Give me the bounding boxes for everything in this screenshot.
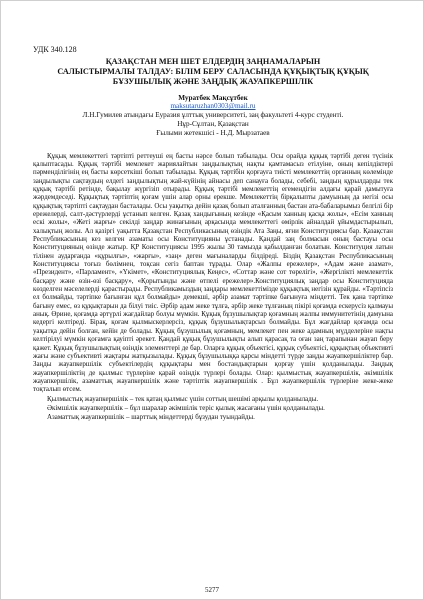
article-title [33, 57, 393, 88]
author-block [33, 94, 393, 138]
author-email-link[interactable]: maksutaruzhan0303@mail.ru [170, 102, 256, 111]
body-paragraph: Қылмыстық жауапкершілік – тек қатаң қылмыс үшін соттың шешімі арқылы қолданылады. [47, 394, 319, 403]
author-name: Муратбек Мақсұтбек [178, 93, 248, 102]
page-number: 5277 [205, 586, 219, 594]
article-body [33, 152, 393, 422]
body-paragraph: Азаматтық жауапкершілік – шарттық міндеттерді бұзудан туындайды. [47, 413, 255, 422]
udk-code: УДК 340.128 [33, 45, 77, 54]
body-paragraph: Құқық мемлекеттегі тәртіпті реттеуші ең басты нәрсе болып табылады. Осы орайда құқық тәртібі деген түсінік қалыптасады. Құқық тәртібі мемлекет жариялайтын заңдылықтың нақты қамтамасыз етілуіне, оның кепілдіктері пәрменділігінің ең басты көрсеткіші болып табылады. Құқық тәртібін қорғауға тиісті мемлекеттің органның көлемінде заңдылықты сақтаудың елдегі заңдылықтың жай-күйінің айнасы деп санауға болады, себебі, заңдың құрылдарды тек құқық тәртібі ретінде, бақылау жүргізіп отырады. Құқық тәртібі мемлекеттің егемендігін алдағы қарай дамытуға жәрдемдеседі. Құқықтық тәртіптің қоғам үшін алар орны ерекше. Мемлекеттің бірқалыпты дамуының да негізі осы құқықтық тәртіпті сақтаудан басталады. Осы уақытқа дейін қазақ болып аталғанның бастан ата-бабаларымыз белгілі бір ережелерді, салт-дәстүрлерді ұстанып келген. Қазақ хандығының кезінде «Қасым ханның қасқа жолы», «Есім ханның ескі жолы», «Жеті жарғы» секілді заңдар жинағының арқасында мемлекеттегі өмірлік айналдай ұйымдастырылып, халықтың жолы. Ал қазіргі уақытта Қазақстан Республикасының өзіндік Ата Заңы, яғни Конституциясы бар. Қазақстан Республикасының кез келген азаматы осы Конституцияны ұстанады. Қандай заң болмасын оның бастауы осы Конституцияның өзінде жатыр. ҚР Конституциясы 1995 жылы 30 тамызда қабылданған болатын. Конституция латын тілінен аударғанда «құрылғы», «жарғы», «заң» деген мағыналарды білдіреді. Біздің Қазақстан Республикасының Конституциясы тоғыз бөлімнен, тоқсан сегіз баптан тұрады. Олар «Жалпы ережелер», «Адам және азамат», «Президент», «Парламент», «Үкімет», «Конституциялық Кеңес», «Соттар және сот төрелігі», «Жергілікті мемлекеттік басқару және өзін-өзі басқару», «Қорытынды және өтпелі ережелер».Конституциялық заңдар осы Конституцияда көзделген мәселелерді қарастырады. Республикамыздың заңдары мемлекеттімізде құқықтық негізін құрайды. «Тәртіпсіз ел болмайды, тәртіпке бағынған құл болмайды» демекші, әрбір азамат тәртіпке бағынуға міндетті. Тек қана тәртіпке бағыну емес, өз құқықтарын да білуі тиіс. Әрбір адам жеке тұлға, әрбір жеке тұлғаның пікірі қоғамда ескерусіз қалмауы анық. Өрине, қоғамда әртүрлі жағдайлар болуы мүмкін. Құқық бұзушылықтар қоғамның жалпы иммунитетінің дамуына кедергі келтіреді. Бірақ, қоғам қылмыскерлерсіз, құқық бұзушылықтарсыз болмайды. Бұл жағдайлар қоғамда осы уақытқа дейін болған, кейін де болады. Құқық бұзушылық қоғамның, мемлекет пен жеке адамның мүдделеріне нақты келтірілуі мүмкін қоғамға қауіпті әрекет. Қандай құқық бұзушылықты алып қарасақ та оған заң тарапынан жауап беру қажет. Құқық бұзушылықтың өзіндік элементтері де бар. Оларға құқық объектісі, құқық субъектісі, құқықтың объективті жағы және субъективті жақтары жатқызылады. Құқық бұзушылыққа қарсы міндетті түрде заңды жауапкершіліктер бар. Заңды жауапкершілік субъектілердің құқықтары мен бостандықтарын қорғау үшін қолданылады. Заңдық жауапкершіліктің де қылмыс түрлеріне қарай өзіндік түрлері болады. Олар: қылмыстық жауапкершілік, әкімшілік жауапкершілік, азаматтық жауапкершілік және тәртіптік жауапкершілік . Бұл жауапкершілік түрлеріне жеке-жеке тоқталып өтсем. [33, 151, 393, 394]
author-affiliation: Л.Н.Гумилев атындағы Еуразия ұлттық университеті, заң факультеті 4-курс студенті. [82, 111, 344, 120]
title-line: ҚАЗАҚСТАН МЕН ШЕТ ЕЛДЕРДІҢ ЗАҢНАМАЛАРЫН [105, 57, 321, 66]
supervisor: Ғылыми жетекшісі - Н.Д. Мырзатаев [156, 128, 270, 137]
title-line: БҰЗУШЫЛЫҚ ЖӘНЕ ЗАҢДЫҚ ЖАУАПКЕРШІЛІК [112, 77, 314, 87]
title-line: САЛЫСТЫРМАЛЫ ТАЛДАУ: БІЛІМ БЕРУ САЛАСЫНДА ҚҰҚЫҚТЫҚ ҚҰҚЫҚ [57, 67, 369, 77]
author-city: Нұр-Сұлтан, Қазақстан [177, 120, 249, 128]
body-paragraph: Әкімшілік жауапкершілік – бұл шаралар әкімшілік теріс қылық жасағаны үшін қолданылады. [47, 403, 325, 412]
